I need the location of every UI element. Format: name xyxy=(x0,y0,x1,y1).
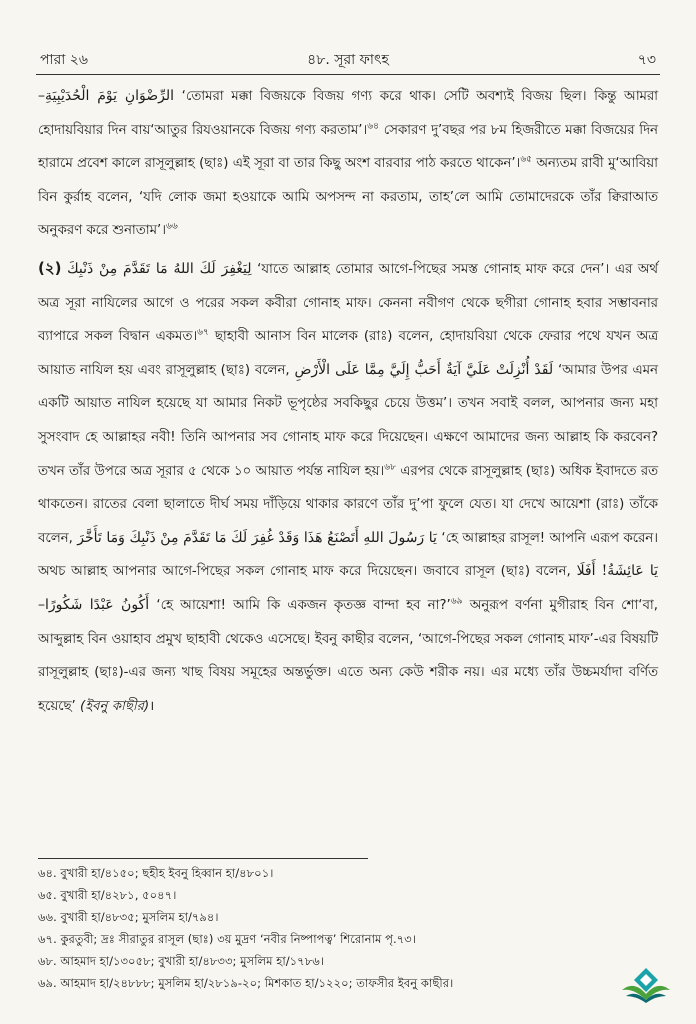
footnote-ref: ৬৪ xyxy=(367,121,379,132)
surah-title: ৪৮. সূরা ফাৎহ xyxy=(307,52,389,68)
text-segment: ‘তোমরা মক্কা বিজয়কে বিজয় গণ্য করে থাক। সেটি অবশ্যই বিজয় ছিল। কিন্তু আমরা হোদায়বিয়ার দিন বায়‘আতুর রিযওয়ানকে বিজয় গণ্য করতাম’। xyxy=(38,89,659,138)
text-segment: এরপর থেকে রাসূলুল্লাহ (ছাঃ) অধিক ইবাদতে রত থাকতেন। রাতের বেলা ছালাতে দীর্ঘ সময় দাঁড়িয়ে থাকার কারণে তাঁর দু’পা ফুলে যেত। যা দেখে আয়েশা (রাঃ) তাঁকে বলেন, xyxy=(38,463,658,546)
footnote-ref: ৬৭ xyxy=(197,327,209,338)
footnote-ref: ৬৬ xyxy=(165,221,178,232)
footnote-ref: ৬৮ xyxy=(384,462,396,473)
footnote: ৬৬. বুখারী হা/৪৮৩৫; মুসলিম হা/৭৯৪। xyxy=(38,910,219,924)
publisher-logo-icon xyxy=(618,966,674,1004)
footnote-ref: ৬৯ xyxy=(450,596,463,607)
paragraph-2 xyxy=(38,252,658,723)
paragraph-1 xyxy=(38,80,658,248)
point-number: (২) xyxy=(38,258,62,277)
header-divider xyxy=(36,74,660,75)
footnote: ৬৮. আহমাদ হা/১৩০৫৮; বুখারী হা/৪৮৩৩; মুসলিম হা/১৭৮৬। xyxy=(38,954,324,968)
text-segment: অনুরূপ বর্ণনা মুগীরাহ বিন শো‘বা, আব্দুল্লাহ বিন ওয়াহাব প্রমুখ ছাহাবী থেকেও এসেছে। ইবনু কাছীর বলেন, ‘আগে-পিছের সকল গোনাহ মাফ’-এর বিষয়টি রাসূলুল্লাহ (ছাঃ)-এর জন্য খাছ বিষয় সমূহের অন্তর্ভুক্ত। এতে অন্য কেউ শরীক নয়। এর মধ্যে তাঁর উচ্চমর্যাদা বর্ণিত হয়েছে’ xyxy=(38,597,658,714)
text-segment: ‘হে আল্লাহর রাসূল! আপনি এরূপ করেন। অথচ আল্লাহ আপনার আগে-পিছের সকল গোনাহ মাফ করে দিয়েছেন। জবাবে রাসূল (ছাঃ) বলেন, xyxy=(38,530,659,580)
footnote: ৬৭. কুরতুবী; দ্রঃ সীরাতুর রাসূল (ছাঃ) ৩য় মুদ্রণ ‘নবীর নিষ্পাপত্ব’ শিরোনাম পৃ.৭৩। xyxy=(38,932,416,946)
footnote-ref: ৬৫ xyxy=(520,154,533,165)
footnote-divider xyxy=(38,858,368,859)
text-segment: ‘হে আয়েশা! আমি কি একজন কৃতজ্ঞ বান্দা হব না?’ xyxy=(149,597,451,613)
text-segment: ‘যাতে আল্লাহ তোমার আগে-পিছের সমস্ত গোনাহ মাফ করে দেন’। এর অর্থ অত্র সূরা নাযিলের আগে ও পরের সকল কবীরা গোনাহ মাফ। কেননা নবীগণ থেকে ছগীরা গোনাহ হবার সম্ভাবনার ব্যাপারে সকল বিদ্বান একমত। xyxy=(38,261,658,345)
footnotes xyxy=(38,862,658,994)
main-text xyxy=(38,80,658,723)
page-header xyxy=(40,44,656,70)
text-segment: ছাহাবী আনাস বিন মালেক (রাঃ) বলেন, হোদায়বিয়া থেকে ফেরার পথে যখন অত্র আয়াত নাযিল হয় এবং রাসূলুল্লাহ (ছাঃ) বলেন, xyxy=(38,329,658,378)
arabic-quote: الرِّضْوَانِ يَوْمَ الْحُدَيْبِيَةِ– xyxy=(38,88,175,104)
para-label: পারা ২৬ xyxy=(40,52,88,68)
text-segment: অন্যতম রাবী মু‘আবিয়া বিন কুর্রাহ বলেন, ‘যদি লোক জমা হওয়াকে আমি অপসন্দ না করতাম, তাহ’লে আমি তোমাদেরকে তাঁর ক্বিরাআত অনুকরণ করে শুনাতাম’। xyxy=(38,156,658,239)
footnote: ৬৫. বুখারী হা/৪২৮১, ৫০৪৭। xyxy=(38,888,177,902)
footnote: ৬৯. আহমাদ হা/২৪৮৮৮; মুসলিম হা/২৮১৯-২০; মিশকাত হা/১২২০; তাফসীর ইবনু কাছীর। xyxy=(38,976,454,990)
arabic-quote: يَا عَائِشَةُ! أَفَلَا أَكُونُ عَبْدًا شَكُورًا– xyxy=(38,563,658,613)
text-segment: সেকারণ দু’বছর পর ৮ম হিজরীতে মক্কা বিজয়ের দিন হারামে প্রবেশ কালে রাসূলুল্লাহ (ছাঃ) এই সূরা বা তার কিছু অংশ বারবার পাঠ করতে থাকেন’। xyxy=(38,122,658,172)
text-segment: ‘আমার উপর এমন একটি আয়াত নাযিল হয়েছে যা আমার নিকট ভূপৃষ্ঠের সবকিছুর চেয়ে উত্তম’। তখন সবাই বলল, আপনার জন্য মহা সুসংবাদ হে আল্লাহর নবী! তিনি আপনার সব গোনাহ মাফ করে দিয়েছেন। এক্ষণে আমাদের জন্য আল্লাহ কি করবেন? তখন তাঁর উপরে অত্র সূরার ৫ থেকে ১০ আয়াত পর্যন্ত নাযিল হয়। xyxy=(38,362,658,479)
arabic-quote: يَا رَسُولَ اللهِ أَتَصْنَعُ هَذَا وَقَدْ غُفِرَ لَكَ مَا تَقَدَّمَ مِنْ ذَنْبِكَ وَمَا تَأَخَّرَ xyxy=(77,529,437,546)
arabic-quote: لِيَغْفِرَ لَكَ اللهُ مَا تَقَدَّمَ مِنْ ذَنْبِكَ xyxy=(67,260,252,277)
footnote: ৬৪. বুখারী হা/৪১৫০; ছহীহ ইবনু হিব্বান হা/৪৮০১। xyxy=(38,866,274,880)
page-number: ৭৩ xyxy=(637,52,656,68)
arabic-quote: لَقَدْ أُنْزِلَتْ عَلَيَّ آيَةٌ أَحَبُّ إِلَيَّ مِمَّا عَلَى الْأَرْضِ xyxy=(294,361,554,378)
citation: (ইবনু কাছীর) xyxy=(80,698,150,714)
text-segment: । xyxy=(149,698,155,714)
